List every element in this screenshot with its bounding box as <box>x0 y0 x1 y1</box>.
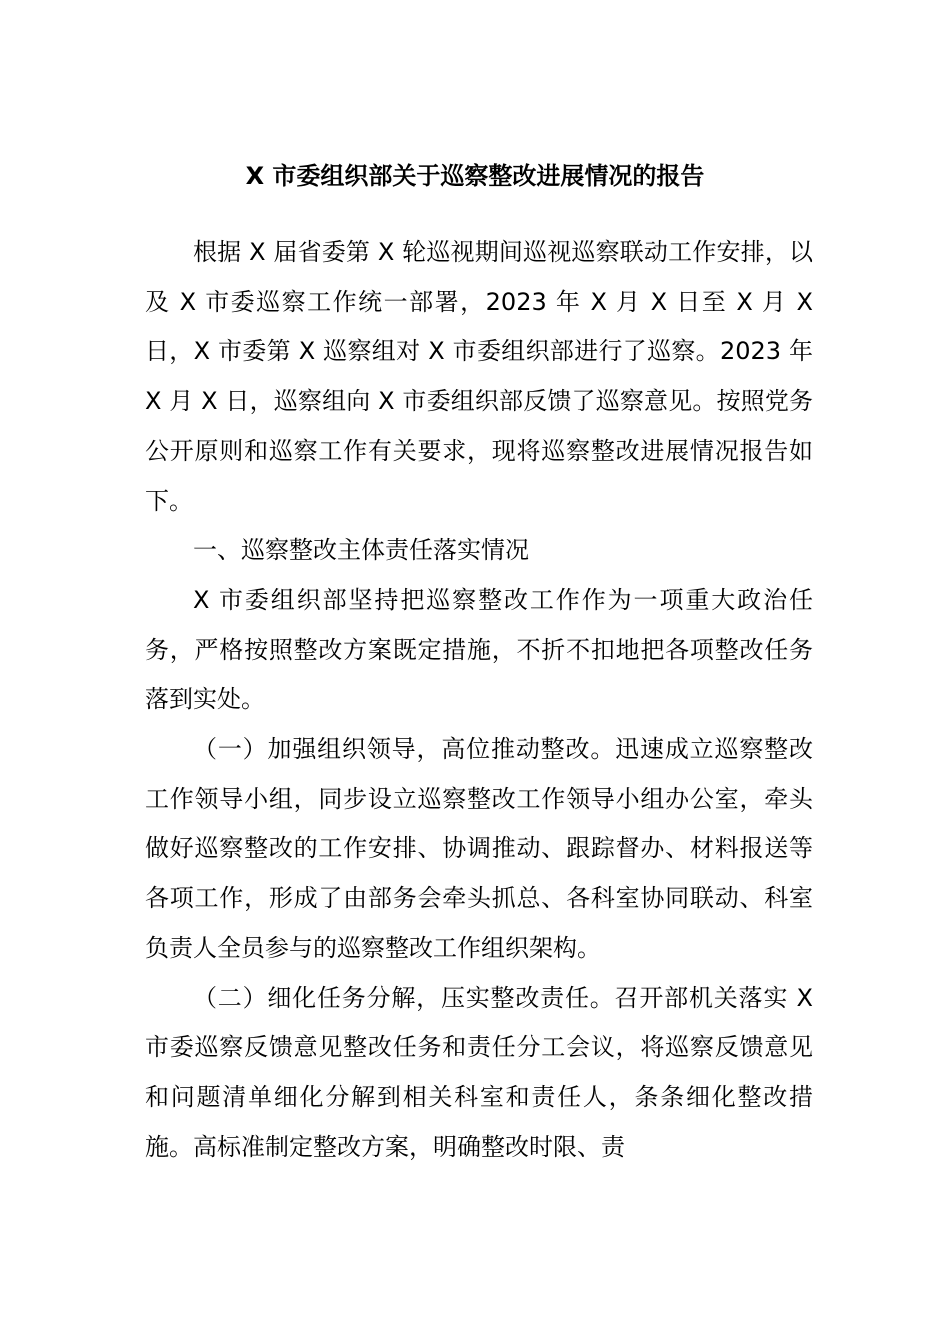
document-body <box>145 228 813 1172</box>
document-title: X 市委组织部关于巡察整改进展情况的报告 <box>245 162 705 190</box>
paragraph-subsection-2: （二）细化任务分解，压实整改责任。召开部机关落实 X 市委巡察反馈意见整改任务和责任分工会议，将巡察反馈意见和问题清单细化分解到相关科室和责任人，条条细化整改措施。高标准制定整改方案，明确整改时限、责 <box>145 983 813 1161</box>
paragraph-subsection-1: （一）加强组织领导，高位推动整改。迅速成立巡察整改工作领导小组，同步设立巡察整改工作领导小组办公室，牵头做好巡察整改的工作安排、协调推动、跟踪督办、材料报送等各项工作，形成了由部务会牵头抓总、各科室协同联动、科室负责人全员参与的巡察整改工作组织架构。 <box>145 735 813 962</box>
paragraph-intro: 根据 X 届省委第 X 轮巡视期间巡视巡察联动工作安排，以及 X 市委巡察工作统一部署，2023 年 X 月 X 日至 X 月 X 日，X 市委第 X 巡察组对 X 市委组织部进行了巡察。2023 年 X 月 X 日，巡察组向 X 市委组织部反馈了巡察意见。按照党务公开原则和巡察工作有关要求，现将巡察整改进展情况报告如下。 <box>145 238 813 515</box>
paragraph-section-1: X 市委组织部坚持把巡察整改工作作为一项重大政治任务，严格按照整改方案既定措施，不折不扣地把各项整改任务落到实处。 <box>145 585 813 714</box>
section-heading-1: 一、巡察整改主体责任落实情况 <box>193 536 529 565</box>
